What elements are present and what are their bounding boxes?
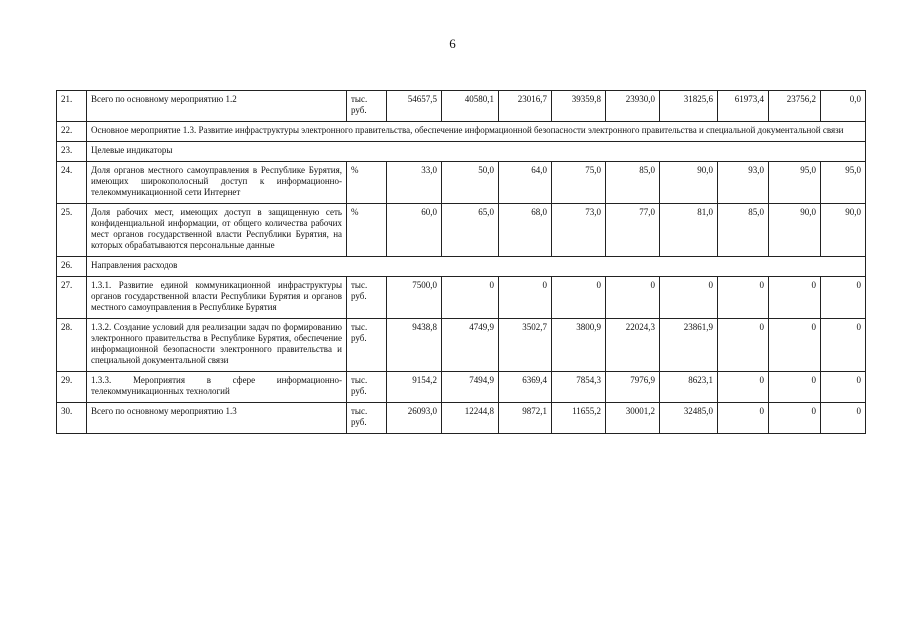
- row-value: 50,0: [442, 162, 499, 204]
- row-value: 32485,0: [660, 403, 718, 434]
- row-value: 0: [821, 372, 866, 403]
- row-value: 73,0: [552, 204, 606, 257]
- row-value: 9438,8: [387, 319, 442, 372]
- row-description: 1.3.2. Создание условий для реализации задач по формированию электронного правительства в Республике Бурятия, обеспечение информационной безопасности электронного правительства и специальной документальной связи: [87, 319, 347, 372]
- row-number: 25.: [57, 204, 87, 257]
- row-value: 0: [769, 403, 821, 434]
- row-value: 0: [821, 403, 866, 434]
- row-value: 7500,0: [387, 277, 442, 319]
- row-value: 0: [660, 277, 718, 319]
- row-description: Доля рабочих мест, имеющих доступ в защищенную сеть конфиденциальной информации, от общего количества рабочих мест органов государственной власти Республики Бурятия, на которых обрабатываются персональные данные: [87, 204, 347, 257]
- row-value: 23016,7: [499, 91, 552, 122]
- row-value: 85,0: [718, 204, 769, 257]
- row-value: 9872,1: [499, 403, 552, 434]
- row-value: 30001,2: [606, 403, 660, 434]
- table-row: [57, 204, 866, 257]
- row-value: 0: [718, 403, 769, 434]
- row-number: 29.: [57, 372, 87, 403]
- row-number: 30.: [57, 403, 87, 434]
- row-value: 9154,2: [387, 372, 442, 403]
- row-number: 27.: [57, 277, 87, 319]
- row-unit: тыс. руб.: [347, 372, 387, 403]
- row-value: 3502,7: [499, 319, 552, 372]
- row-value: 33,0: [387, 162, 442, 204]
- row-value: 23930,0: [606, 91, 660, 122]
- row-value: 77,0: [606, 204, 660, 257]
- row-unit: тыс. руб.: [347, 319, 387, 372]
- row-value: 90,0: [769, 204, 821, 257]
- row-value: 4749,9: [442, 319, 499, 372]
- row-value: 95,0: [769, 162, 821, 204]
- row-value: 31825,6: [660, 91, 718, 122]
- row-value: 95,0: [821, 162, 866, 204]
- row-unit: тыс. руб.: [347, 91, 387, 122]
- row-number: 26.: [57, 257, 87, 277]
- row-value: 61973,4: [718, 91, 769, 122]
- row-value: 54657,5: [387, 91, 442, 122]
- row-value: 11655,2: [552, 403, 606, 434]
- table-row: [57, 403, 866, 434]
- row-value: 93,0: [718, 162, 769, 204]
- row-value: 60,0: [387, 204, 442, 257]
- table-row: [57, 142, 866, 162]
- table-row: [57, 319, 866, 372]
- row-value: 23756,2: [769, 91, 821, 122]
- row-value: 26093,0: [387, 403, 442, 434]
- row-value: 22024,3: [606, 319, 660, 372]
- row-description: Всего по основному мероприятию 1.3: [87, 403, 347, 434]
- section-heading: Целевые индикаторы: [87, 142, 866, 162]
- section-heading: Основное мероприятие 1.3. Развитие инфраструктуры электронного правительства, обеспечение информационной безопасности электронного правительства и специальной документальной связи: [87, 122, 866, 142]
- row-value: 6369,4: [499, 372, 552, 403]
- row-value: 65,0: [442, 204, 499, 257]
- row-number: 21.: [57, 91, 87, 122]
- row-value: 0: [499, 277, 552, 319]
- row-unit: тыс. руб.: [347, 403, 387, 434]
- row-unit: %: [347, 204, 387, 257]
- row-value: 3800,9: [552, 319, 606, 372]
- table-row: [57, 257, 866, 277]
- row-value: 75,0: [552, 162, 606, 204]
- section-heading: Направления расходов: [87, 257, 866, 277]
- row-value: 64,0: [499, 162, 552, 204]
- row-value: 7494,9: [442, 372, 499, 403]
- row-value: 39359,8: [552, 91, 606, 122]
- row-value: 0: [821, 319, 866, 372]
- row-value: 8623,1: [660, 372, 718, 403]
- program-table: [56, 90, 866, 434]
- row-value: 0: [606, 277, 660, 319]
- row-description: 1.3.1. Развитие единой коммуникационной инфраструктуры органов государственной власти Республики Бурятия и органов местного самоуправления в Республике Бурятия: [87, 277, 347, 319]
- row-value: 0: [769, 277, 821, 319]
- row-value: 23861,9: [660, 319, 718, 372]
- table-row: [57, 122, 866, 142]
- row-value: 90,0: [660, 162, 718, 204]
- row-value: 40580,1: [442, 91, 499, 122]
- table-row: [57, 91, 866, 122]
- row-description: Доля органов местного самоуправления в Республике Бурятия, имеющих широкополосный доступ к информационно-телекоммуникационной сети Интернет: [87, 162, 347, 204]
- table-row: [57, 162, 866, 204]
- row-unit: тыс. руб.: [347, 277, 387, 319]
- row-value: 85,0: [606, 162, 660, 204]
- row-value: 0: [552, 277, 606, 319]
- row-value: 0: [718, 277, 769, 319]
- row-value: 0: [821, 277, 866, 319]
- row-unit: %: [347, 162, 387, 204]
- row-value: 0: [442, 277, 499, 319]
- row-value: 12244,8: [442, 403, 499, 434]
- row-value: 68,0: [499, 204, 552, 257]
- row-value: 7976,9: [606, 372, 660, 403]
- row-value: 7854,3: [552, 372, 606, 403]
- row-description: Всего по основному мероприятию 1.2: [87, 91, 347, 122]
- row-value: 0,0: [821, 91, 866, 122]
- page-number: 6: [449, 36, 456, 51]
- row-description: 1.3.3. Мероприятия в сфере информационно-телекоммуникационных технологий: [87, 372, 347, 403]
- table-row: [57, 277, 866, 319]
- row-value: 81,0: [660, 204, 718, 257]
- row-number: 28.: [57, 319, 87, 372]
- row-value: 0: [769, 319, 821, 372]
- row-value: 90,0: [821, 204, 866, 257]
- row-number: 22.: [57, 122, 87, 142]
- row-value: 0: [718, 372, 769, 403]
- table-row: [57, 372, 866, 403]
- row-number: 23.: [57, 142, 87, 162]
- row-value: 0: [718, 319, 769, 372]
- row-number: 24.: [57, 162, 87, 204]
- row-value: 0: [769, 372, 821, 403]
